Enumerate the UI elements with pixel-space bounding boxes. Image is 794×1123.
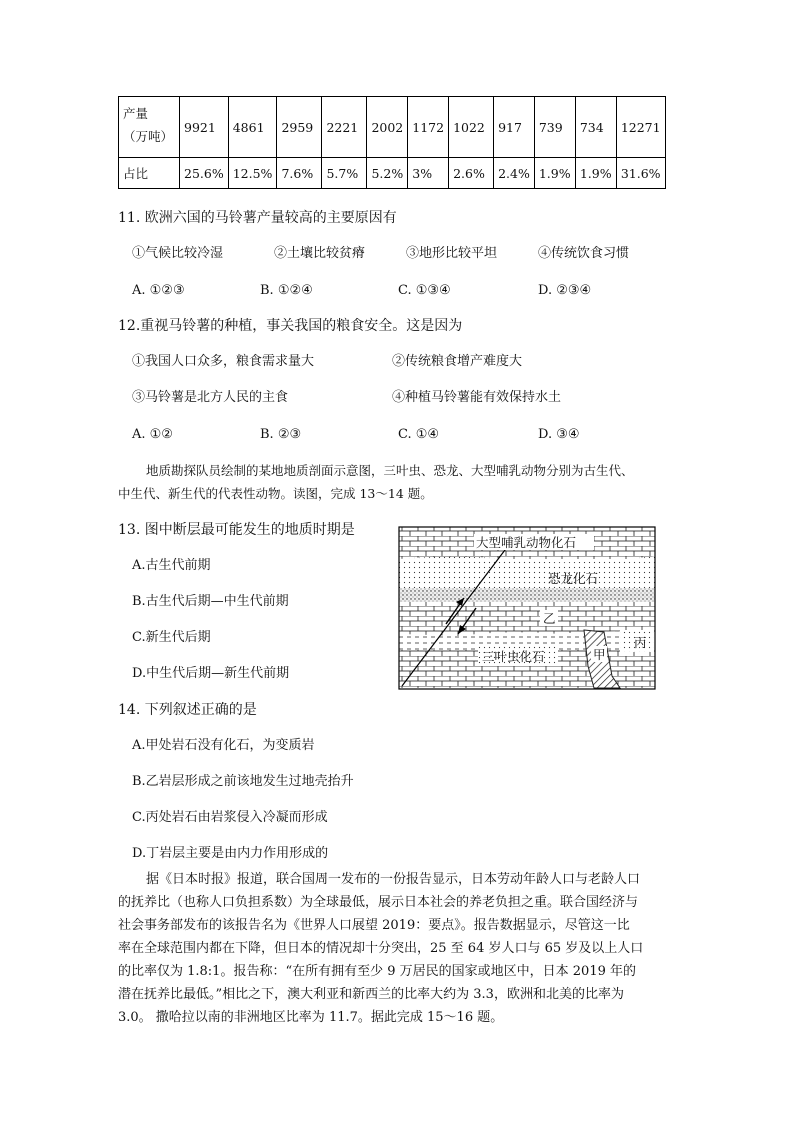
row-header-production-unit: （万吨） [123,129,174,144]
table-row-production [119,97,666,158]
question-13-option-c: C.新生代后期 [132,630,211,645]
table-cell: 5.7% [322,158,367,189]
table-cell: 7.6% [277,158,322,189]
question-13-option-d: D.中生代后期—新生代前期 [132,666,290,681]
question-13-stem: 13. 图中断层最可能发生的地质时期是 [118,522,355,538]
question-11-item: ③地形比较平坦 [406,246,498,261]
question-12-item: ①我国人口众多，粮食需求量大 [132,354,315,369]
label-mammal-fossil: 大型哺乳动物化石 [476,535,577,550]
table-cell: 5.2% [367,158,408,189]
question-13-option-a: A.古生代前期 [132,558,211,573]
label-trilobite-fossil: 三叶虫化石 [482,649,545,664]
question-12-item: ③马铃薯是北方人民的主食 [132,390,289,405]
question-12-item: ②传统粮食增产难度大 [392,354,523,369]
question-11-option-a: A. ①②③ [132,283,185,298]
question-11-option-b: B. ①②④ [260,283,313,298]
question-11-stem: 11. 欧洲六国的马铃薯产量较高的主要原因有 [118,210,397,226]
table-cell: 739 [534,97,575,158]
intro-13-14-line-2: 中生代、新生代的代表性动物。读图，完成 13～14 题。 [118,486,433,501]
question-13-option-b: B.古生代后期—中生代前期 [132,594,289,609]
table-cell: 1.9% [575,158,616,189]
table-cell: 9921 [180,97,229,158]
passage-line: 3.0。 撒哈拉以南的非洲地区比率为 11.7。据此完成 15～16 题。 [118,1010,504,1025]
geologic-section-figure [398,526,656,690]
label-dinosaur-fossil: 恐龙化石 [548,571,599,586]
layer-yi [399,602,655,636]
table-cell: 31.6% [616,158,665,189]
table-cell: 2221 [322,97,367,158]
passage-line: 据《日本时报》报道，联合国周一发布的一份报告显示，日本劳动年龄人口与老龄人口 [146,872,641,887]
intro-13-14-line-1: 地质勘探队员绘制的某地地质剖面示意图，三叶虫、恐龙、大型哺乳动物分别为古生代、 [146,463,634,478]
question-12-option-a: A. ①② [132,427,173,442]
sandstone-layer [399,556,655,588]
table-cell: 25.6% [180,158,229,189]
question-12-item: ④种植马铃薯能有效保持水土 [392,390,562,405]
row-header-production-label: 产量 [123,106,149,121]
question-14-stem: 14. 下列叙述正确的是 [118,702,257,718]
table-cell: 2.4% [494,158,535,189]
question-11-option-c: C. ①③④ [398,283,451,298]
table-cell: 2.6% [449,158,494,189]
question-11-item: ②土壤比较贫瘠 [274,246,366,261]
question-14-option-b: B.乙岩层形成之前该地发生过地壳抬升 [132,774,354,789]
question-14-option-d: D.丁岩层主要是由内力作用形成的 [132,846,329,861]
question-14-option-c: C.丙处岩石由岩浆侵入冷凝而形成 [132,810,328,825]
passage-line: 潜在抚养比最低。”相比之下，澳大利亚和新西兰的比率大约为 3.3，欧洲和北美的比率为 [118,987,624,1002]
question-11-item: ④传统饮食习惯 [538,246,630,261]
dense-sand-layer [399,588,655,602]
row-header-share: 占比 [119,158,180,189]
table-cell: 917 [494,97,535,158]
label-jia: 甲 [593,647,606,662]
table-cell: 1.9% [534,158,575,189]
label-yi: 乙 [543,611,556,626]
question-12-option-b: B. ②③ [260,427,302,442]
table-cell: 1172 [408,97,449,158]
passage-line: 率在全球范围内都在下降，但日本的情况却十分突出，25 至 64 岁人口与 65 岁及以上人口 [118,941,644,956]
table-cell: 2002 [367,97,408,158]
question-12-option-d: D. ③④ [538,427,580,442]
table-row-share [119,158,666,189]
label-bing: 丙 [634,635,647,650]
passage-15-16 [118,868,678,1029]
question-11-item: ①气候比较冷湿 [132,246,224,261]
table-cell: 12271 [616,97,665,158]
passage-line: 的抚养比（也称人口负担系数）为全球最低，展示日本社会的养老负担之重。联合国经济与 [118,895,639,910]
row-header-production [119,97,180,158]
production-table [118,96,666,189]
question-11-option-d: D. ②③④ [538,283,592,298]
passage-line: 的比率仅为 1.8:1。报告称：“在所有拥有至少 9 万居民的国家或地区中，日本 2019 年的 [118,964,636,979]
table-cell: 3% [408,158,449,189]
table-cell: 4861 [228,97,277,158]
question-14-option-a: A.甲处岩石没有化石，为变质岩 [132,738,315,753]
question-12-stem: 12.重视马铃薯的种植，事关我国的粮食安全。这是因为 [118,318,463,334]
passage-line: 社会事务部发布的该报告名为《世界人口展望 2019：要点》。报告数据显示，尽管这一比 [118,918,630,933]
table-cell: 734 [575,97,616,158]
table-cell: 2959 [277,97,322,158]
question-12-option-c: C. ①④ [398,427,440,442]
table-cell: 1022 [449,97,494,158]
table-cell: 12.5% [228,158,277,189]
